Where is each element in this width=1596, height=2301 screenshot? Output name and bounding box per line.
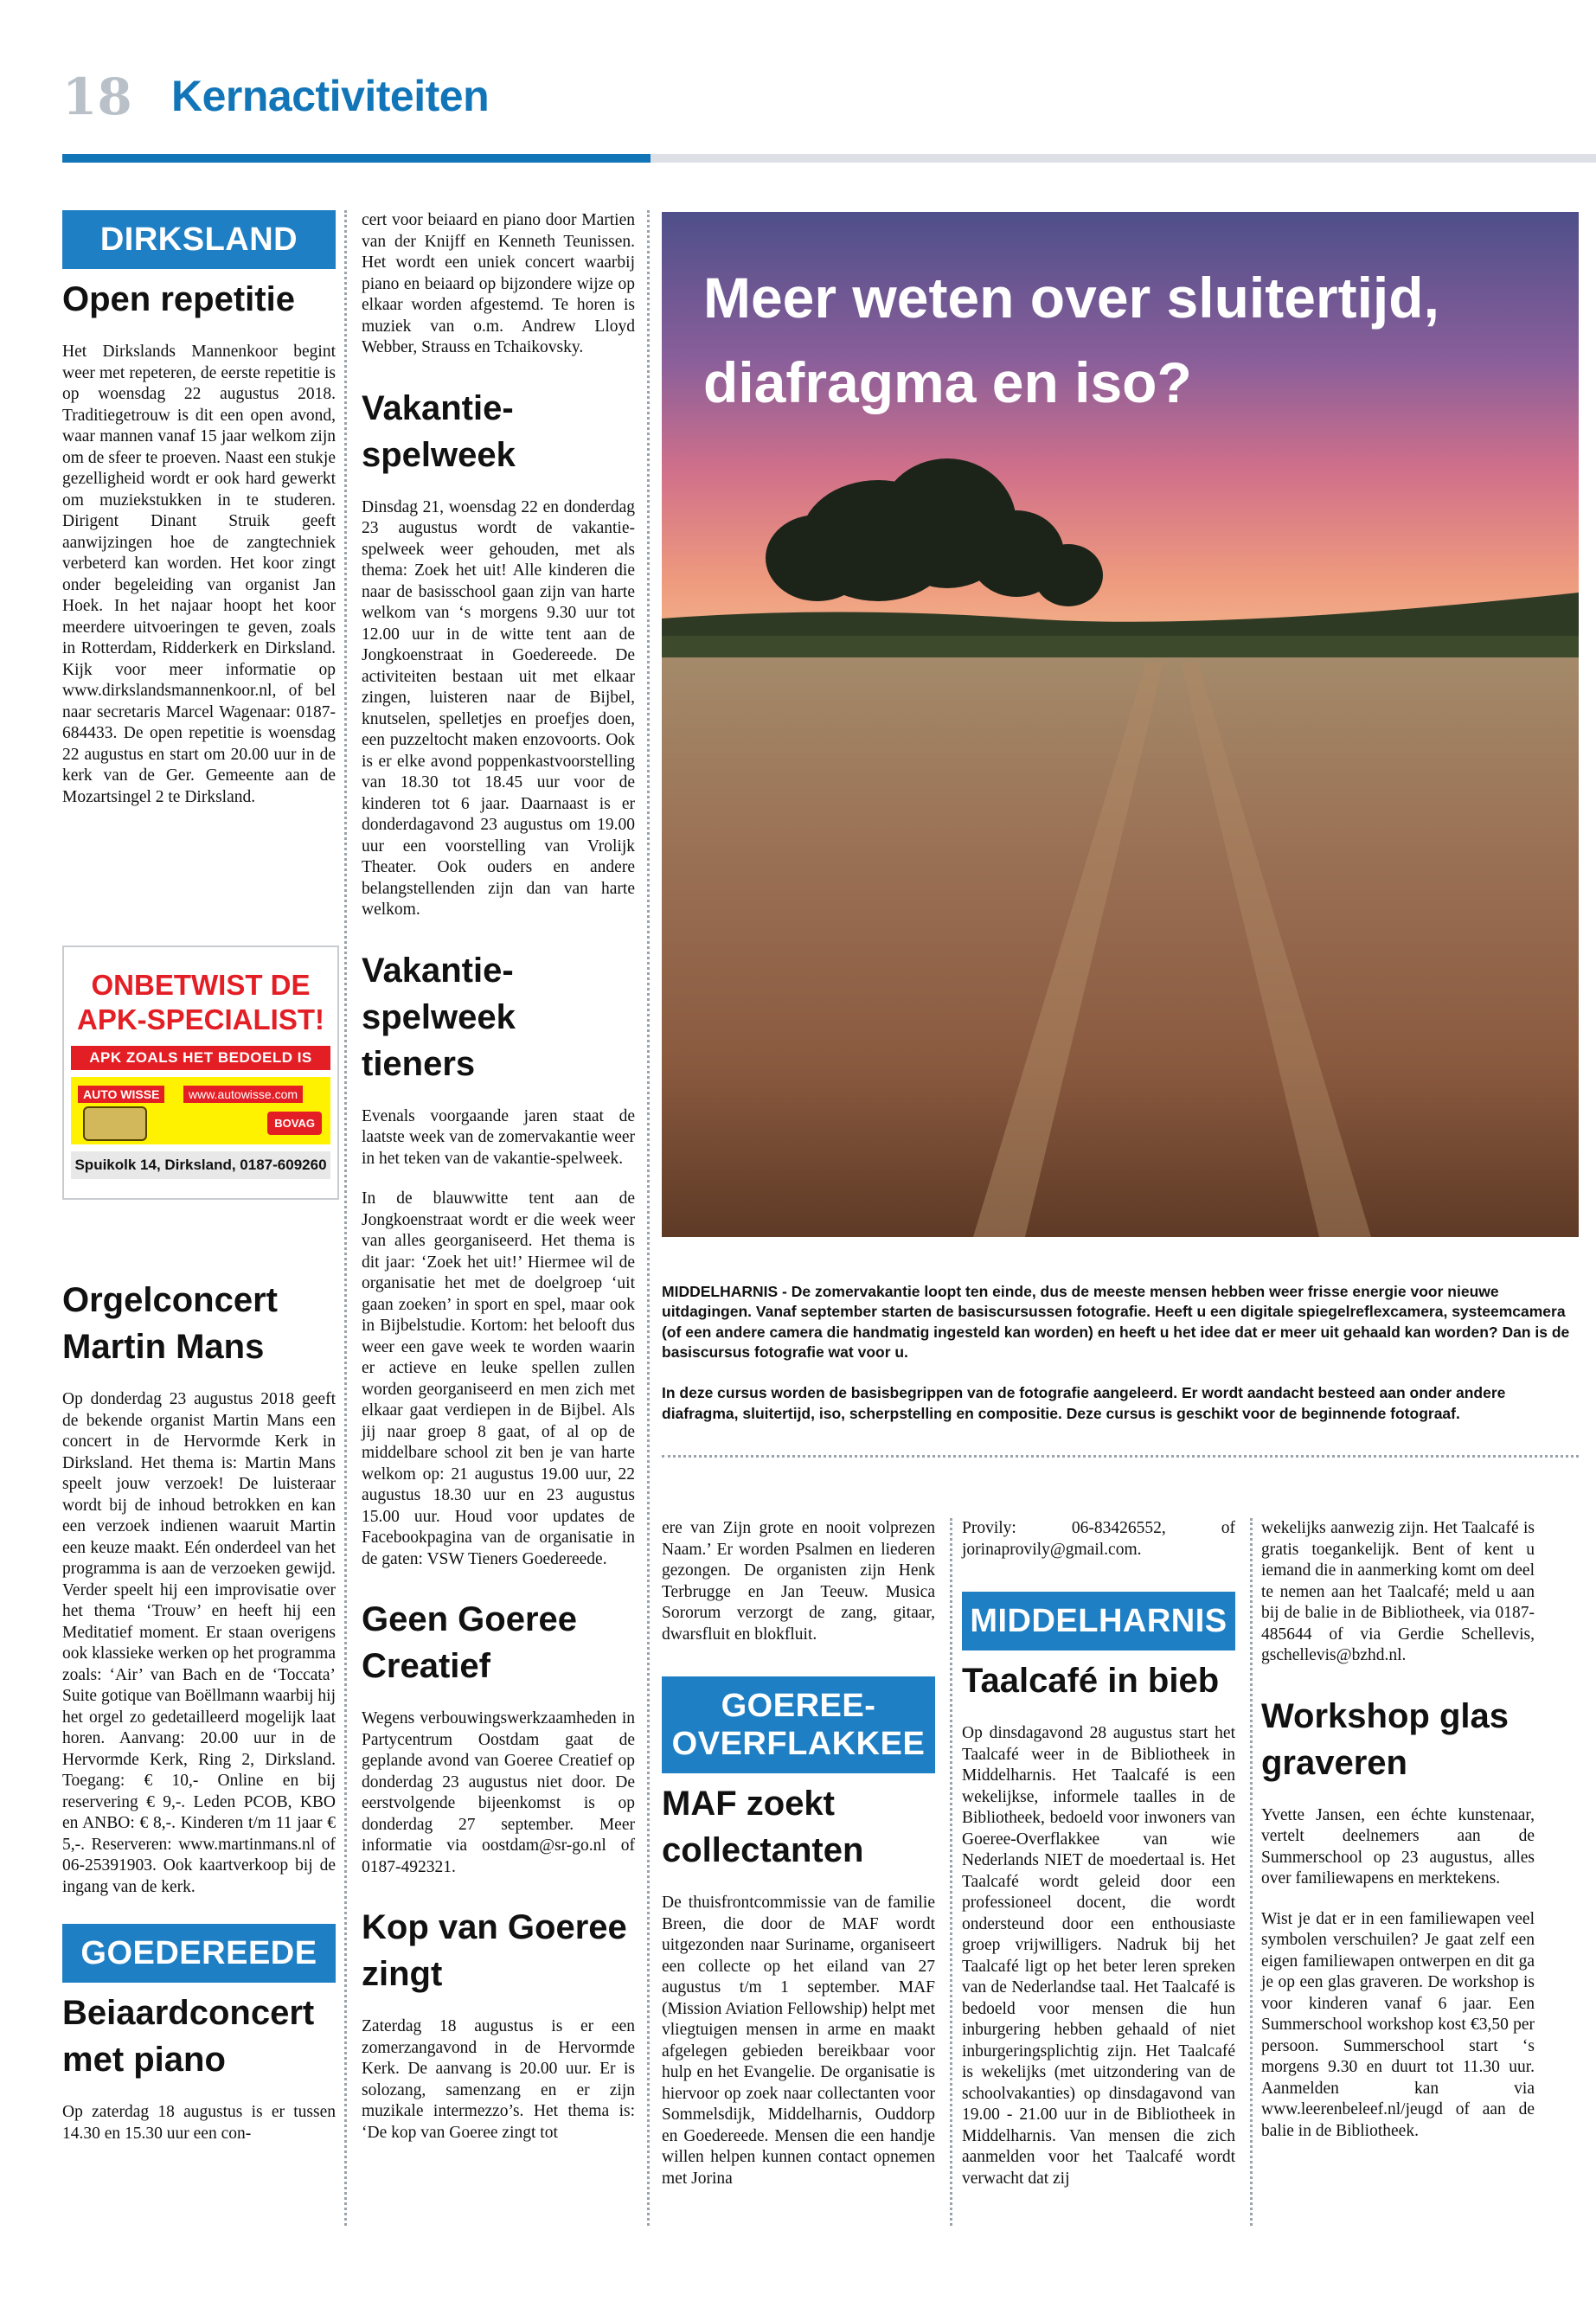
ad-headline-2: APK-SPECIALIST! xyxy=(76,1003,324,1035)
column-orgelconcert xyxy=(62,1270,336,2144)
column-rule xyxy=(344,210,347,2226)
column-goeree-overflakkee xyxy=(662,1518,935,2189)
article-geen-goeree-creatief: Wegens verbouwingswerkzaamheden in Partycentrum Oostdam gaat de geplande avond van Goeree Creatief op donderdag 23 augustus niet door. De eerstvolgende bijeenkomst is op donderdag 27 september. Meer informatie via oostdam@sr-go.nl of 0187-492321. xyxy=(362,1709,635,1876)
section-title: Kernactiviteiten xyxy=(171,72,490,120)
tag-goeree-overflakkee: GOEREE-OVERFLAKKEE xyxy=(662,1676,935,1773)
article-spelweek-tieners-intro: Evenals voorgaande jaren staat de laatste week van de zomervakantie weer in het teken van de vakantie-spelweek. xyxy=(362,1106,635,1168)
tag-goedereede: GOEDEREEDE xyxy=(62,1924,336,1983)
heading-spelweek-tieners: Vakantie-spelweek tieners xyxy=(362,951,516,1083)
article-kop-van-goeree-continued: ere van Zijn grote en nooit volprezen Naam.’ Er worden Psalmen en liederen gezongen. De organisten zijn Henk Terbrugge en Jan Teeuw. Musica Sororum verzorgt de zang, gitaar, dwarsfluit en blokfluit. xyxy=(662,1519,935,1644)
feature-caption xyxy=(662,1261,1570,1445)
heading-workshop-glas-graveren: Workshop glas graveren xyxy=(1261,1696,1509,1782)
column-rule xyxy=(647,210,650,2226)
ad-logo-panel xyxy=(71,1077,330,1144)
header-rule-accent xyxy=(62,154,651,163)
article-open-repetitie: Het Dirkslands Mannenkoor begint weer met repeteren, de eerste repetitie is op woensdag 22 augustus 2018. Traditiegetrouw is dit een open avond, waar mannen vanaf 15 jaar welkom zijn om de sfeer te proeven. Naast een stukje gezelligheid wordt er ook hard gewerkt om muziekstukken in te studeren. Dirigent Dinant Struik geeft aanwijzingen hoe de zangtechniek verbeterd kan worden. Het koor zingt onder begeleiding van organist Jan Hoek. In het najaar hoopt het koor meerdere uitvoeringen te geven, zoals in Rotterdam, Ridderkerk en Dirksland. Kijk voor meer informatie op www.dirkslandsmannenkoor.nl, of bel naar secretaris Marcel Wagenaar: 0187-684433. De open repetitie is woensdag 22 augustus en start om 20.00 uur in de kerk van de Ger. Gemeente aan de Mozartsingel 2 te Dirksland. xyxy=(62,343,336,806)
column-goedereede xyxy=(362,210,635,2144)
column-dirksland xyxy=(62,210,336,808)
ad-slogan: APK ZOALS HET BEDOELD IS xyxy=(71,1046,330,1070)
heading-geen-goeree-creatief: Geen Goeree Creatief xyxy=(362,1600,578,1685)
article-workshop-intro: Yvette Jansen, een échte kunstenaar, vertelt deelnemers aan de Summerschool op 23 augustus, alles over familiewapens en merktekens. xyxy=(1261,1805,1535,1888)
column-rule xyxy=(950,1518,952,2226)
feature-rule xyxy=(662,1455,1579,1458)
article-workshop: Wist je dat er in een familiewapen veel symbolen verschuilen? Je gaat zelf een eigen familiewapen ontwerpen en dit ga je op een glas graveren. De workshop is voor kinderen vanaf 6 jaar. Een Summerschool workshop kost €3,50 per persoon. Summerschool start ‘s morgens 9.30 en duurt tot 11.30 uur. Aanmelden kan via www.leerenbeleef.nl/jeugd of aan de balie in de Bibliotheek. xyxy=(1261,1909,1535,2140)
feature-caption-2: In deze cursus worden de basisbegrippen van de fotografie aangeleerd. Er wordt aandacht besteed aan onder andere diafragma, sluitertijd, iso, scherpstelling en compositie. Deze cursus is geschikt voor de beginnende fotograaf. xyxy=(662,1384,1506,1422)
feature-title: Meer weten over sluitertijd, diafragma en iso? xyxy=(703,266,1439,414)
ad-url: www.autowisse.com xyxy=(183,1086,303,1103)
article-vakantie-spelweek: Dinsdag 21, woensdag 22 en donderdag 23 augustus wordt de vakantie-spelweek weer gehouden, met als thema: Zoek het uit! Alle kinderen die naar de basisschool gaan zijn van harte welkom van ‘s morgens 9.30 uur tot 12.00 uur in de witte tent aan de Jongkoenstraat in Goedereede. De activiteiten bestaan uit met elkaar zingen, luisteren naar de Bijbel, knutselen, spelletjes en proefjes doen, een puzzeltocht maken enzovoorts. Ook is er elke avond poppenkastvoorstelling van 18.30 tot 18.45 uur voor de kinderen tot 6 jaar. Daarnaast is er donderdagavond 23 augustus om 19.00 uur een voorstelling van Vrolijk Theater. Ook ouders en andere belangstellenden zijn dan van harte welkom. xyxy=(362,497,635,919)
article-spelweek-tieners: In de blauwwitte tent aan de Jongkoenstraat wordt er die week weer van alles georganiseerd. Het thema is dit jaar: ‘Zoek het uit!’ Hiermee wil de organisatie het met de doelgroep ‘uit gaan zoeken’ in sport en spel, maar ook in Bijbelstudie. Kortom: het belooft dus weer een gave week te worden waarin er actieve en leuke spellen zullen worden georganiseerd en men zich met elkaar gaat verdiepen in de Bijbel. Als jij naar groep 8 gaat, of al op de middelbare school zit ben je van harte welkom op: 21 augustus 19.00 uur, 22 augustus 18.30 uur en 23 augustus 15.00 uur. Houd voor updates de Facebookpagina van de organisatie in de gaten: VSW Tieners Goedereede. xyxy=(362,1189,635,1568)
column-rule xyxy=(1250,1518,1253,2226)
jeep-icon xyxy=(83,1106,147,1141)
ad-brand: AUTO WISSE xyxy=(78,1086,164,1103)
tag-dirksland: DIRKSLAND xyxy=(62,210,336,269)
heading-open-repetitie: Open repetitie xyxy=(62,280,295,318)
column-middelharnis xyxy=(962,1518,1235,2189)
heading-orgelconcert: Orgelconcert Martin Mans xyxy=(62,1281,278,1366)
heading-beiaardconcert: Beiaardconcert met piano xyxy=(62,1994,315,2079)
heading-taalcafe: Taalcafé in bieb xyxy=(962,1662,1220,1700)
feature-photo xyxy=(662,212,1579,1237)
article-maf-zoekt-collectanten: De thuisfrontcommissie van de familie Breen, die door de MAF wordt uitgezonden naar Suriname, organiseert een collecte op het eiland van 27 augustus t/m 1 september. MAF (Mission Aviation Fellowship) helpt met vliegtuigen mensen in arme en maakt afgelegen gebieden bereikbaar voor hulp en het Evangelie. De organisatie is hiervoor op zoek naar collectanten voor Sommelsdijk, Middelharnis, Ouddorp en Goedereede. Mensen die een handje willen helpen kunnen contact opnemen met Jorina xyxy=(662,1894,935,2188)
ad-auto-wisse[interactable] xyxy=(62,945,339,1200)
ad-headline-1: ONBETWIST DE xyxy=(91,969,311,1001)
article-taalcafe-continued: wekelijks aanwezig zijn. Het Taalcafé is gratis toegankelijk. Bent of kent u iemand die in aanmerking komt om deel te nemen aan het Taalcafé; meld u aan bij de balie in de Bibliotheek, via 0187-485644 of via Gerdie Schellevis, gschellevis@bzhd.nl. xyxy=(1261,1519,1535,1664)
bovag-badge: BOVAG xyxy=(267,1112,322,1135)
page-number: 18 xyxy=(62,67,132,126)
tag-middelharnis: MIDDELHARNIS xyxy=(962,1592,1235,1650)
feature-caption-1: MIDDELHARNIS - De zomervakantie loopt ten einde, dus de meeste mensen hebben weer frisse energie voor nieuwe uitdagingen. Vanaf september starten de basiscursussen fotografie. Heeft u een digitale spiegelreflexcamera, systeemcamera (of een andere camera die handmatig ingesteld kan worden) en heeft u het idee dat er meer uit gehaald kan worden? Dan is de basiscursus fotografie wat voor u. xyxy=(662,1282,1570,1361)
heading-kop-van-goeree: Kop van Goeree zingt xyxy=(362,1908,627,1993)
ad-address: Spuikolk 14, Dirksland, 0187-609260 xyxy=(71,1151,330,1179)
header-rule xyxy=(651,154,1596,163)
article-beiaardconcert: Op zaterdag 18 augustus is er tussen 14.30 en 15.30 uur een con- xyxy=(62,2103,336,2143)
article-beiaardconcert-continued: cert voor beiaard en piano door Martien van der Knijff en Kenneth Teunissen. Het wordt een uniek concert waarbij piano en beiaard op bijzondere wijze op elkaar worden afgestemd. Te horen is muziek van o.m. Andrew Lloyd Webber, Strauss en Tchaikovsky. xyxy=(362,211,635,356)
heading-vakantie-spelweek: Vakantie-spelweek xyxy=(362,388,516,474)
article-kop-van-goeree: Zaterdag 18 augustus is er een zomerzangavond in de Hervormde Kerk. De aanvang is 20.00 uur. Er is solozang, samenzang en er zijn muzikale intermezzo’s. Het thema is: ‘De kop van Goeree zingt tot xyxy=(362,2017,635,2142)
article-maf-continued: Provily: 06-83426552, of jorinaprovily@gmail.com. xyxy=(962,1519,1235,1559)
article-taalcafe: Op dinsdagavond 28 augustus start het Taalcafé weer in de Bibliotheek in Middelharnis. Het Taalcafé is een wekelijkse, informele taalles in de Bibliotheek, bedoeld voor inwoners van Goeree-Overflakkee van wie Nederlands NIET de moedertaal is. Het Taalcafé wordt geleid door een professioneel docent, die wordt ondersteund door een enthousiaste groep vrijwilligers. Nadruk bij het Taalcafé ligt op het beter leren spreken van de Nederlandse taal. Het Taalcafé is bedoeld voor mensen die hun inburgering hebben gehaald of niet inburgeringsplichtig zijn. Het Taalcafé is wekelijks (met uitzondering van de schoolvakanties) op dinsdagavond van 19.00 - 21.00 uur in de Bibliotheek in Middelharnis. Van mensen die zich aanmelden voor het Taalcafé wordt verwacht dat zij xyxy=(962,1724,1235,2188)
column-workshop xyxy=(1261,1518,1535,2142)
heading-maf-zoekt-collectanten: MAF zoekt collectanten xyxy=(662,1785,864,1869)
article-orgelconcert: Op donderdag 23 augustus 2018 geeft de bekende organist Martin Mans een concert in de Hervormde Kerk in Dirksland. Het thema is: Martin Mans speelt jouw verzoek! De luisteraar wordt bij de inhoud betrokken en kan een verzoek indienen waaruit Martin een keuze maakt. Eén onderdeel van het programma is aan de verzoeken gewijd. Verder speelt hij een improvisatie over het thema ‘Trouw’ en heeft hij een Meditatief moment. Er staan overigens ook klassieke werken op het programma zoals: ‘Air’ van Bach en de ‘Toccata’ Suite gotique van Boëllmann waarbij hij het orgel zo gedetailleerd mogelijk laat horen. Aanvang: 20.00 uur in de Hervormde Kerk, Ring 2, Dirksland. Toegang: € 10,- Online en bij reservering € 9,-. Leden PCOB, KBO en ANBO: € 8,-. Kinderen t/m 11 jaar € 5,-. Reserveren: www.martinmans.nl of 06-25391903. Ook kaartverkoop bij de ingang van de kerk. xyxy=(62,1390,336,1896)
